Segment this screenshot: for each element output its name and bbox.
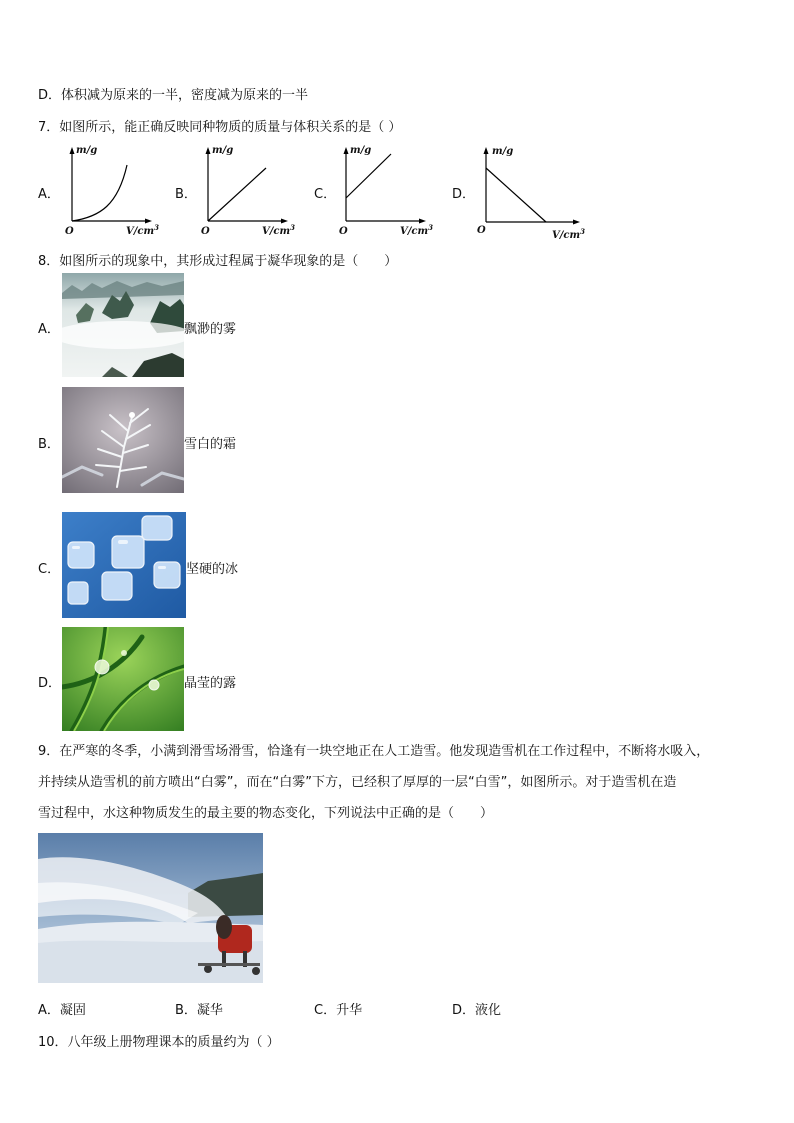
- q7-a-y-label: m/g: [76, 145, 98, 156]
- q8-option-b-caption: 雪白的霜: [184, 437, 237, 452]
- q7-b-y-label: m/g: [212, 145, 234, 156]
- q8-option-a-caption: 飘渺的雾: [184, 322, 237, 337]
- q7-a-origin: O: [65, 226, 74, 235]
- q8-option-a-label: A．: [38, 322, 60, 337]
- q7-graph-a: [60, 143, 160, 235]
- q7-option-b-label: B．: [175, 187, 197, 202]
- q9-stem-line1: 9．在严寒的冬季，小满到滑雪场滑雪，恰逢有一块空地正在人工造雪。他发现造雪机在工作过程中，不断将水吸入，: [38, 744, 710, 759]
- q7-graph-c: [334, 143, 434, 235]
- q9-stem-line2: 并持续从造雪机的前方喷出“白雾”，而在“白雾”下方，已经积了厚厚的一层“白雪”，如图所示。对于造雪机在造: [38, 775, 677, 790]
- q8-stem: 8．如图所示的现象中，其形成过程属于凝华现象的是（ ）: [38, 254, 398, 269]
- q7-b-x-label: $V/cm^3$: [262, 223, 295, 235]
- q7-d-origin: O: [477, 225, 486, 236]
- q8-option-c-caption: 坚硬的冰: [186, 562, 239, 577]
- q7-option-c-label: C．: [314, 187, 337, 202]
- q9-stem-line3: 雪过程中，水这种物质发生的最主要的物态变化，下列说法中正确的是（ ）: [38, 806, 494, 821]
- frost-on-plant-photo: [62, 387, 184, 493]
- q10-stem: 10．八年级上册物理课本的质量约为（ ）: [38, 1035, 280, 1050]
- ice-cubes-photo: [62, 512, 186, 618]
- q8-option-d-label: D．: [38, 676, 62, 691]
- q7-option-a-label: A．: [38, 187, 60, 202]
- misty-mountains-photo: [62, 273, 184, 377]
- q8-option-d-caption: 晶莹的露: [184, 676, 237, 691]
- q7-c-origin: O: [339, 226, 348, 235]
- q7-c-y-label: m/g: [350, 145, 372, 156]
- dew-on-grass-photo: [62, 627, 184, 731]
- q7-option-d-label: D．: [452, 187, 476, 202]
- q9-choice-d: D．液化: [452, 1003, 502, 1018]
- q7-graph-d: [474, 143, 589, 240]
- q7-stem: 7．如图所示，能正确反映同种物质的质量与体积关系的是（ ）: [38, 120, 402, 135]
- q8-option-b-label: B．: [38, 437, 60, 452]
- q7-a-x-label: $V/cm^3$: [126, 223, 159, 235]
- q8-option-c-label: C．: [38, 562, 61, 577]
- q9-choice-c: C．升华: [314, 1003, 363, 1018]
- q9-choice-b: B．凝华: [175, 1003, 223, 1018]
- q7-c-x-label: $V/cm^3$: [400, 223, 433, 235]
- snow-machine-photo: [38, 833, 263, 983]
- q7-d-y-label: m/g: [492, 146, 514, 157]
- q7-d-x-label: $V/cm^3$: [552, 227, 585, 240]
- q7-b-origin: O: [201, 226, 210, 235]
- q9-choice-a: A．凝固: [38, 1003, 86, 1018]
- q7-graph-b: [196, 143, 296, 235]
- q6-option-d: D．体积减为原来的一半，密度减为原来的一半: [38, 88, 309, 103]
